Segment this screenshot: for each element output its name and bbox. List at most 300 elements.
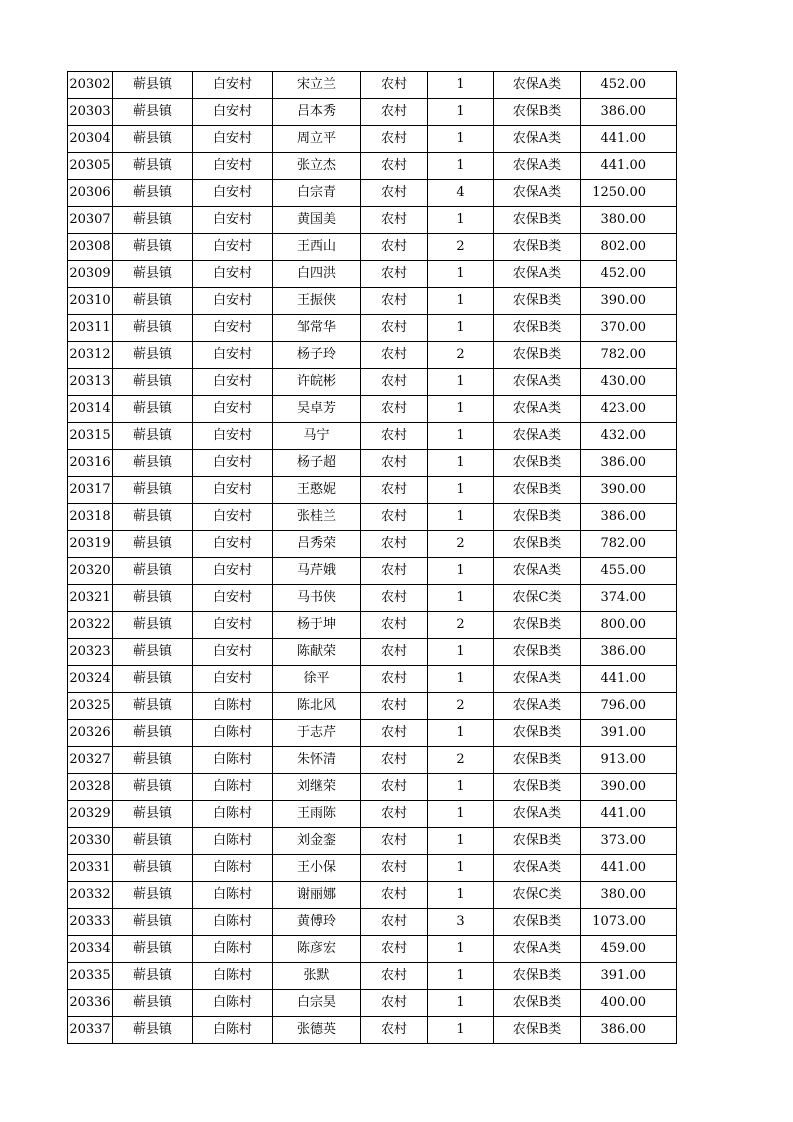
cell-type: 农村 — [361, 315, 428, 342]
table-row — [68, 396, 677, 423]
cell-id: 20302 — [68, 72, 113, 99]
cell-type: 农村 — [361, 747, 428, 774]
cell-amount: 386.00 — [581, 639, 677, 666]
cell-amount: 432.00 — [581, 423, 677, 450]
cell-count: 1 — [428, 936, 494, 963]
cell-amount: 913.00 — [581, 747, 677, 774]
cell-id: 20336 — [68, 990, 113, 1017]
cell-type: 农村 — [361, 504, 428, 531]
cell-type: 农村 — [361, 72, 428, 99]
cell-name: 王西山 — [273, 234, 361, 261]
cell-category: 农保B类 — [494, 639, 581, 666]
cell-count: 1 — [428, 288, 494, 315]
cell-town: 蕲县镇 — [113, 936, 193, 963]
cell-amount: 441.00 — [581, 801, 677, 828]
cell-village: 白安村 — [193, 153, 273, 180]
cell-town: 蕲县镇 — [113, 558, 193, 585]
cell-amount: 390.00 — [581, 477, 677, 504]
cell-name: 白宗昊 — [273, 990, 361, 1017]
cell-count: 1 — [428, 450, 494, 477]
cell-name: 刘继荣 — [273, 774, 361, 801]
cell-town: 蕲县镇 — [113, 774, 193, 801]
cell-count: 1 — [428, 126, 494, 153]
cell-category: 农保B类 — [494, 234, 581, 261]
cell-town: 蕲县镇 — [113, 180, 193, 207]
cell-name: 吴卓芳 — [273, 396, 361, 423]
cell-category: 农保A类 — [494, 693, 581, 720]
cell-type: 农村 — [361, 477, 428, 504]
cell-town: 蕲县镇 — [113, 720, 193, 747]
cell-count: 1 — [428, 585, 494, 612]
cell-amount: 430.00 — [581, 369, 677, 396]
cell-village: 白安村 — [193, 612, 273, 639]
cell-id: 20334 — [68, 936, 113, 963]
cell-village: 白安村 — [193, 369, 273, 396]
table-row — [68, 99, 677, 126]
table-row — [68, 936, 677, 963]
cell-category: 农保B类 — [494, 477, 581, 504]
cell-village: 白陈村 — [193, 774, 273, 801]
cell-category: 农保A类 — [494, 396, 581, 423]
cell-amount: 782.00 — [581, 342, 677, 369]
cell-town: 蕲县镇 — [113, 99, 193, 126]
table-row — [68, 207, 677, 234]
table-row — [68, 153, 677, 180]
cell-id: 20317 — [68, 477, 113, 504]
table-row — [68, 369, 677, 396]
cell-name: 王雨陈 — [273, 801, 361, 828]
cell-name: 张德英 — [273, 1017, 361, 1044]
table-row — [68, 990, 677, 1017]
cell-village: 白安村 — [193, 315, 273, 342]
cell-name: 马宁 — [273, 423, 361, 450]
cell-town: 蕲县镇 — [113, 153, 193, 180]
cell-name: 吕秀荣 — [273, 531, 361, 558]
cell-amount: 386.00 — [581, 450, 677, 477]
table-row — [68, 504, 677, 531]
cell-town: 蕲县镇 — [113, 747, 193, 774]
cell-town: 蕲县镇 — [113, 666, 193, 693]
table-row — [68, 261, 677, 288]
cell-count: 1 — [428, 72, 494, 99]
cell-town: 蕲县镇 — [113, 396, 193, 423]
table-row — [68, 288, 677, 315]
table-row — [68, 801, 677, 828]
cell-amount: 441.00 — [581, 126, 677, 153]
cell-id: 20327 — [68, 747, 113, 774]
cell-name: 白宗青 — [273, 180, 361, 207]
cell-amount: 452.00 — [581, 72, 677, 99]
cell-id: 20305 — [68, 153, 113, 180]
cell-town: 蕲县镇 — [113, 369, 193, 396]
cell-town: 蕲县镇 — [113, 855, 193, 882]
cell-village: 白安村 — [193, 585, 273, 612]
cell-id: 20303 — [68, 99, 113, 126]
table-row — [68, 315, 677, 342]
table-row — [68, 720, 677, 747]
cell-name: 黄傅玲 — [273, 909, 361, 936]
cell-town: 蕲县镇 — [113, 288, 193, 315]
cell-id: 20322 — [68, 612, 113, 639]
cell-village: 白安村 — [193, 99, 273, 126]
cell-village: 白安村 — [193, 261, 273, 288]
cell-id: 20310 — [68, 288, 113, 315]
cell-town: 蕲县镇 — [113, 450, 193, 477]
cell-village: 白安村 — [193, 72, 273, 99]
cell-town: 蕲县镇 — [113, 612, 193, 639]
table-row — [68, 693, 677, 720]
cell-category: 农保A类 — [494, 936, 581, 963]
cell-type: 农村 — [361, 828, 428, 855]
cell-type: 农村 — [361, 288, 428, 315]
cell-amount: 380.00 — [581, 882, 677, 909]
cell-village: 白安村 — [193, 504, 273, 531]
cell-category: 农保B类 — [494, 99, 581, 126]
cell-town: 蕲县镇 — [113, 261, 193, 288]
cell-id: 20315 — [68, 423, 113, 450]
cell-count: 1 — [428, 801, 494, 828]
cell-count: 1 — [428, 990, 494, 1017]
cell-town: 蕲县镇 — [113, 72, 193, 99]
cell-id: 20337 — [68, 1017, 113, 1044]
cell-name: 杨子玲 — [273, 342, 361, 369]
cell-name: 朱怀清 — [273, 747, 361, 774]
table-row — [68, 558, 677, 585]
cell-id: 20304 — [68, 126, 113, 153]
cell-count: 1 — [428, 99, 494, 126]
table-row — [68, 342, 677, 369]
cell-name: 宋立兰 — [273, 72, 361, 99]
cell-village: 白陈村 — [193, 1017, 273, 1044]
cell-amount: 1073.00 — [581, 909, 677, 936]
cell-type: 农村 — [361, 342, 428, 369]
cell-village: 白陈村 — [193, 990, 273, 1017]
cell-type: 农村 — [361, 882, 428, 909]
cell-amount: 373.00 — [581, 828, 677, 855]
cell-name: 陈献荣 — [273, 639, 361, 666]
cell-village: 白安村 — [193, 531, 273, 558]
cell-category: 农保B类 — [494, 342, 581, 369]
cell-count: 1 — [428, 207, 494, 234]
cell-town: 蕲县镇 — [113, 315, 193, 342]
cell-name: 黄国美 — [273, 207, 361, 234]
cell-village: 白安村 — [193, 288, 273, 315]
cell-category: 农保A类 — [494, 72, 581, 99]
cell-amount: 441.00 — [581, 153, 677, 180]
cell-village: 白安村 — [193, 423, 273, 450]
cell-id: 20321 — [68, 585, 113, 612]
cell-amount: 459.00 — [581, 936, 677, 963]
cell-count: 1 — [428, 153, 494, 180]
cell-count: 1 — [428, 423, 494, 450]
cell-count: 1 — [428, 666, 494, 693]
cell-id: 20335 — [68, 963, 113, 990]
cell-village: 白安村 — [193, 396, 273, 423]
cell-category: 农保B类 — [494, 531, 581, 558]
cell-id: 20311 — [68, 315, 113, 342]
cell-town: 蕲县镇 — [113, 234, 193, 261]
cell-id: 20323 — [68, 639, 113, 666]
cell-category: 农保B类 — [494, 963, 581, 990]
cell-village: 白陈村 — [193, 882, 273, 909]
cell-name: 王振侠 — [273, 288, 361, 315]
cell-category: 农保A类 — [494, 261, 581, 288]
cell-count: 1 — [428, 720, 494, 747]
cell-type: 农村 — [361, 855, 428, 882]
cell-name: 杨于坤 — [273, 612, 361, 639]
cell-count: 1 — [428, 504, 494, 531]
cell-amount: 800.00 — [581, 612, 677, 639]
table-row — [68, 72, 677, 99]
table-row — [68, 450, 677, 477]
cell-type: 农村 — [361, 558, 428, 585]
table-row — [68, 423, 677, 450]
cell-id: 20326 — [68, 720, 113, 747]
cell-village: 白陈村 — [193, 693, 273, 720]
cell-village: 白安村 — [193, 639, 273, 666]
cell-category: 农保B类 — [494, 288, 581, 315]
cell-category: 农保B类 — [494, 720, 581, 747]
cell-id: 20332 — [68, 882, 113, 909]
cell-village: 白陈村 — [193, 801, 273, 828]
table-row — [68, 180, 677, 207]
cell-amount: 441.00 — [581, 666, 677, 693]
cell-type: 农村 — [361, 990, 428, 1017]
table-row — [68, 855, 677, 882]
table-row — [68, 585, 677, 612]
cell-amount: 455.00 — [581, 558, 677, 585]
cell-category: 农保B类 — [494, 612, 581, 639]
cell-category: 农保B类 — [494, 315, 581, 342]
cell-town: 蕲县镇 — [113, 207, 193, 234]
cell-count: 1 — [428, 396, 494, 423]
cell-count: 1 — [428, 963, 494, 990]
cell-village: 白陈村 — [193, 936, 273, 963]
cell-name: 刘金銮 — [273, 828, 361, 855]
cell-count: 1 — [428, 1017, 494, 1044]
cell-town: 蕲县镇 — [113, 423, 193, 450]
cell-category: 农保B类 — [494, 909, 581, 936]
cell-id: 20328 — [68, 774, 113, 801]
cell-id: 20313 — [68, 369, 113, 396]
cell-id: 20318 — [68, 504, 113, 531]
cell-town: 蕲县镇 — [113, 531, 193, 558]
cell-village: 白安村 — [193, 450, 273, 477]
cell-category: 农保B类 — [494, 747, 581, 774]
cell-id: 20319 — [68, 531, 113, 558]
cell-id: 20306 — [68, 180, 113, 207]
cell-amount: 390.00 — [581, 774, 677, 801]
cell-category: 农保B类 — [494, 207, 581, 234]
cell-town: 蕲县镇 — [113, 963, 193, 990]
cell-amount: 370.00 — [581, 315, 677, 342]
cell-village: 白安村 — [193, 180, 273, 207]
cell-id: 20309 — [68, 261, 113, 288]
cell-type: 农村 — [361, 450, 428, 477]
cell-village: 白陈村 — [193, 855, 273, 882]
cell-name: 张默 — [273, 963, 361, 990]
cell-type: 农村 — [361, 801, 428, 828]
cell-amount: 782.00 — [581, 531, 677, 558]
table-body — [68, 72, 677, 1044]
cell-category: 农保C类 — [494, 585, 581, 612]
cell-category: 农保A类 — [494, 666, 581, 693]
cell-amount: 380.00 — [581, 207, 677, 234]
cell-type: 农村 — [361, 396, 428, 423]
cell-town: 蕲县镇 — [113, 342, 193, 369]
cell-name: 王小保 — [273, 855, 361, 882]
cell-amount: 400.00 — [581, 990, 677, 1017]
cell-id: 20312 — [68, 342, 113, 369]
cell-category: 农保A类 — [494, 801, 581, 828]
cell-count: 1 — [428, 477, 494, 504]
table-row — [68, 639, 677, 666]
cell-name: 马芹娥 — [273, 558, 361, 585]
cell-count: 1 — [428, 558, 494, 585]
cell-amount: 390.00 — [581, 288, 677, 315]
table-row — [68, 747, 677, 774]
cell-village: 白陈村 — [193, 747, 273, 774]
cell-amount: 441.00 — [581, 855, 677, 882]
cell-count: 1 — [428, 828, 494, 855]
cell-amount: 386.00 — [581, 99, 677, 126]
cell-village: 白安村 — [193, 126, 273, 153]
cell-count: 2 — [428, 342, 494, 369]
cell-type: 农村 — [361, 261, 428, 288]
cell-type: 农村 — [361, 720, 428, 747]
cell-name: 陈北风 — [273, 693, 361, 720]
cell-category: 农保B类 — [494, 774, 581, 801]
cell-type: 农村 — [361, 963, 428, 990]
cell-count: 4 — [428, 180, 494, 207]
cell-type: 农村 — [361, 774, 428, 801]
cell-count: 1 — [428, 261, 494, 288]
cell-count: 2 — [428, 747, 494, 774]
cell-id: 20324 — [68, 666, 113, 693]
cell-type: 农村 — [361, 909, 428, 936]
cell-category: 农保A类 — [494, 423, 581, 450]
cell-type: 农村 — [361, 693, 428, 720]
cell-amount: 391.00 — [581, 963, 677, 990]
cell-count: 2 — [428, 612, 494, 639]
cell-village: 白安村 — [193, 342, 273, 369]
cell-village: 白安村 — [193, 558, 273, 585]
cell-id: 20325 — [68, 693, 113, 720]
cell-type: 农村 — [361, 639, 428, 666]
cell-town: 蕲县镇 — [113, 693, 193, 720]
cell-type: 农村 — [361, 234, 428, 261]
cell-type: 农村 — [361, 423, 428, 450]
cell-amount: 391.00 — [581, 720, 677, 747]
cell-town: 蕲县镇 — [113, 126, 193, 153]
cell-town: 蕲县镇 — [113, 504, 193, 531]
cell-type: 农村 — [361, 585, 428, 612]
cell-village: 白陈村 — [193, 963, 273, 990]
cell-name: 吕本秀 — [273, 99, 361, 126]
cell-type: 农村 — [361, 1017, 428, 1044]
cell-amount: 796.00 — [581, 693, 677, 720]
table-row — [68, 963, 677, 990]
cell-name: 白四洪 — [273, 261, 361, 288]
cell-village: 白安村 — [193, 666, 273, 693]
cell-town: 蕲县镇 — [113, 801, 193, 828]
cell-id: 20320 — [68, 558, 113, 585]
table-row — [68, 909, 677, 936]
cell-id: 20307 — [68, 207, 113, 234]
cell-name: 张立杰 — [273, 153, 361, 180]
cell-village: 白陈村 — [193, 828, 273, 855]
cell-name: 杨子超 — [273, 450, 361, 477]
cell-id: 20331 — [68, 855, 113, 882]
cell-name: 周立平 — [273, 126, 361, 153]
cell-amount: 374.00 — [581, 585, 677, 612]
table-row — [68, 477, 677, 504]
cell-town: 蕲县镇 — [113, 882, 193, 909]
cell-village: 白陈村 — [193, 909, 273, 936]
cell-count: 2 — [428, 234, 494, 261]
cell-village: 白陈村 — [193, 720, 273, 747]
cell-town: 蕲县镇 — [113, 639, 193, 666]
table-row — [68, 234, 677, 261]
cell-count: 3 — [428, 909, 494, 936]
cell-id: 20330 — [68, 828, 113, 855]
cell-category: 农保B类 — [494, 828, 581, 855]
cell-name: 徐平 — [273, 666, 361, 693]
cell-category: 农保A类 — [494, 126, 581, 153]
cell-category: 农保A类 — [494, 369, 581, 396]
cell-type: 农村 — [361, 936, 428, 963]
cell-amount: 386.00 — [581, 1017, 677, 1044]
cell-town: 蕲县镇 — [113, 1017, 193, 1044]
cell-name: 许皖彬 — [273, 369, 361, 396]
cell-count: 1 — [428, 882, 494, 909]
cell-id: 20333 — [68, 909, 113, 936]
table-row — [68, 882, 677, 909]
cell-town: 蕲县镇 — [113, 477, 193, 504]
cell-village: 白安村 — [193, 477, 273, 504]
cell-name: 陈彦宏 — [273, 936, 361, 963]
table-row — [68, 1017, 677, 1044]
cell-count: 1 — [428, 774, 494, 801]
cell-town: 蕲县镇 — [113, 909, 193, 936]
cell-category: 农保A类 — [494, 153, 581, 180]
cell-count: 1 — [428, 855, 494, 882]
cell-type: 农村 — [361, 180, 428, 207]
cell-town: 蕲县镇 — [113, 990, 193, 1017]
cell-category: 农保B类 — [494, 990, 581, 1017]
data-table — [67, 71, 677, 1044]
cell-type: 农村 — [361, 126, 428, 153]
cell-count: 2 — [428, 693, 494, 720]
cell-name: 马书侠 — [273, 585, 361, 612]
cell-type: 农村 — [361, 207, 428, 234]
cell-count: 1 — [428, 369, 494, 396]
cell-type: 农村 — [361, 612, 428, 639]
cell-category: 农保A类 — [494, 180, 581, 207]
cell-id: 20308 — [68, 234, 113, 261]
table-row — [68, 774, 677, 801]
table-row — [68, 126, 677, 153]
cell-name: 于志芹 — [273, 720, 361, 747]
cell-category: 农保B类 — [494, 504, 581, 531]
cell-name: 邹常华 — [273, 315, 361, 342]
cell-category: 农保B类 — [494, 450, 581, 477]
table-row — [68, 612, 677, 639]
cell-amount: 802.00 — [581, 234, 677, 261]
cell-amount: 1250.00 — [581, 180, 677, 207]
cell-id: 20314 — [68, 396, 113, 423]
cell-count: 2 — [428, 531, 494, 558]
